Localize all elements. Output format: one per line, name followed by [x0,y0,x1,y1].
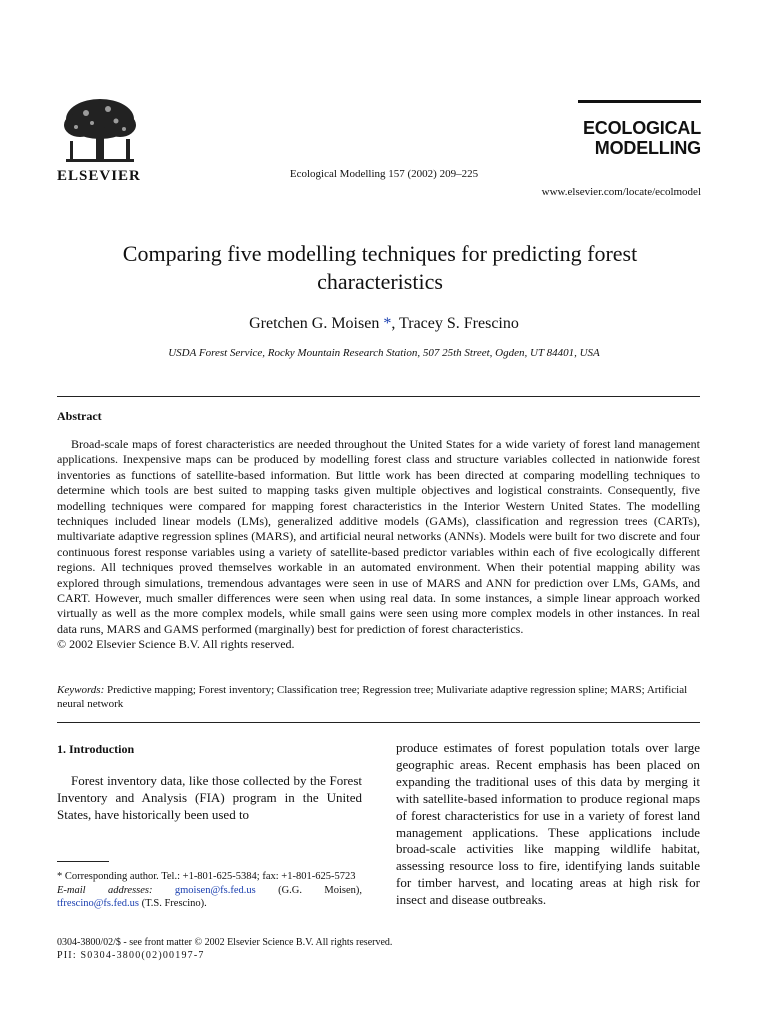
abstract-body-text: Broad-scale maps of forest characteristics are needed throughout the United States for a wide variety of forest land management applications. Inexpensive maps can be produced by modelling forest class and structure variables collected in nationwide forest inventories as functions of satellite-based information. But little work has been directed at comparing modelling techniques to determine which tools are best suited to mapping tasks given multiple objectives and logistical constraints. Consequently, five modelling techniques were compared for mapping forest characteristics in the Interior Western United States. The modelling techniques included linear models (LMs), generalized additive models (GAMs), classification and regression trees (CARTs), multivariate adaptive regression splines (MARS), and artificial neural networks (ANNs). Models were built for two discrete and four continuous forest response variables using a variety of satellite-based predictor variables within each of five ecologically different regions. All techniques proved themselves workable in an automated environment. When their potential mapping ability was explored through simulations, tremendous advantages were seen in use of MARS and ANN for prediction over LMs, GAMs, and CART. However, much smaller differences were seen when using real data. In some instances, a simple linear approach worked virtually as well as the more complex models, while small gains were seen using more complex models in other instances. In real data runs, MARS and GAMS performed (marginally) best for prediction of forest characteristics. [57,437,700,636]
journal-header-rule [578,100,701,103]
section-divider [57,722,700,723]
corresponding-author-note: * Corresponding author. Tel.: +1-801-625-5384; fax: +1-801-625-5723 [57,871,356,882]
abstract-heading: Abstract [57,409,102,423]
email-link-frescino[interactable]: tfrescino@fs.fed.us [57,898,139,910]
elsevier-tree-logo-icon [56,97,144,167]
email-label: E-mail addresses: [57,884,153,896]
journal-url-link[interactable]: www.elsevier.com/locate/ecolmodel [541,186,701,198]
issn-line: 0304-3800/02/$ - see front matter © 2002 Elsevier Science B.V. All rights reserved. [57,937,393,948]
pii-line: PII: S0304-3800(02)00197-7 [57,950,205,961]
article-title: Comparing five modelling techniques for predicting forest characteristics [122,241,638,294]
corresponding-author-link[interactable]: * [379,315,392,332]
publisher-name: ELSEVIER [57,168,141,184]
keywords-list: Predictive mapping; Forest inventory; Classification tree; Regression tree; Mulivariate adaptive regression spline; MARS; Artificial neural network [57,684,688,710]
journal-name-line2: MODELLING [594,138,701,158]
email-link-moisen[interactable]: gmoisen@fs.fed.us [174,884,256,896]
abstract-text [57,437,700,653]
section-divider [57,396,700,397]
journal-name-line1: ECOLOGICAL [583,118,701,138]
journal-citation: Ecological Modelling 157 (2002) 209–225 [289,168,479,180]
abstract-copyright: © 2002 Elsevier Science B.V. All rights reserved. [57,637,295,652]
introduction-heading: 1. Introduction [57,742,135,756]
email-owner-moisen: (G.G. Moisen), [255,884,362,896]
keywords-label: Keywords: [57,684,105,696]
email-owner-frescino: (T.S. Frescino). [138,898,207,910]
keywords [57,683,700,711]
author-moisen: Gretchen G. Moisen [249,315,380,332]
author-frescino: , Tracey S. Frescino [391,315,519,332]
footnote [57,870,362,911]
journal-name [501,118,701,158]
author-affiliation: USDA Forest Service, Rocky Mountain Research Station, 507 25th Street, Ogden, UT 84401, USA [168,347,600,359]
author-list [0,315,768,333]
introduction-paragraph: Forest inventory data, like those collected by the Forest Inventory and Analysis (FIA) program in the United States, have historically been used to [57,773,362,822]
footnote-divider [57,861,109,862]
email-addresses [57,884,362,911]
introduction-paragraph-continued: produce estimates of forest population totals over large geographic areas. Recent emphasis has been placed on expanding the traditional uses of this data by merging it with satellite-based information to produce regional maps of forest characteristics for use in a variety of forest land management applications. These applications include broad-scale activities like mapping wildlife habitat, assessing resource loss to fire, identifying lands suitable for timber harvest, and locating areas at high risk for insect and disease outbreaks. [396,740,700,908]
